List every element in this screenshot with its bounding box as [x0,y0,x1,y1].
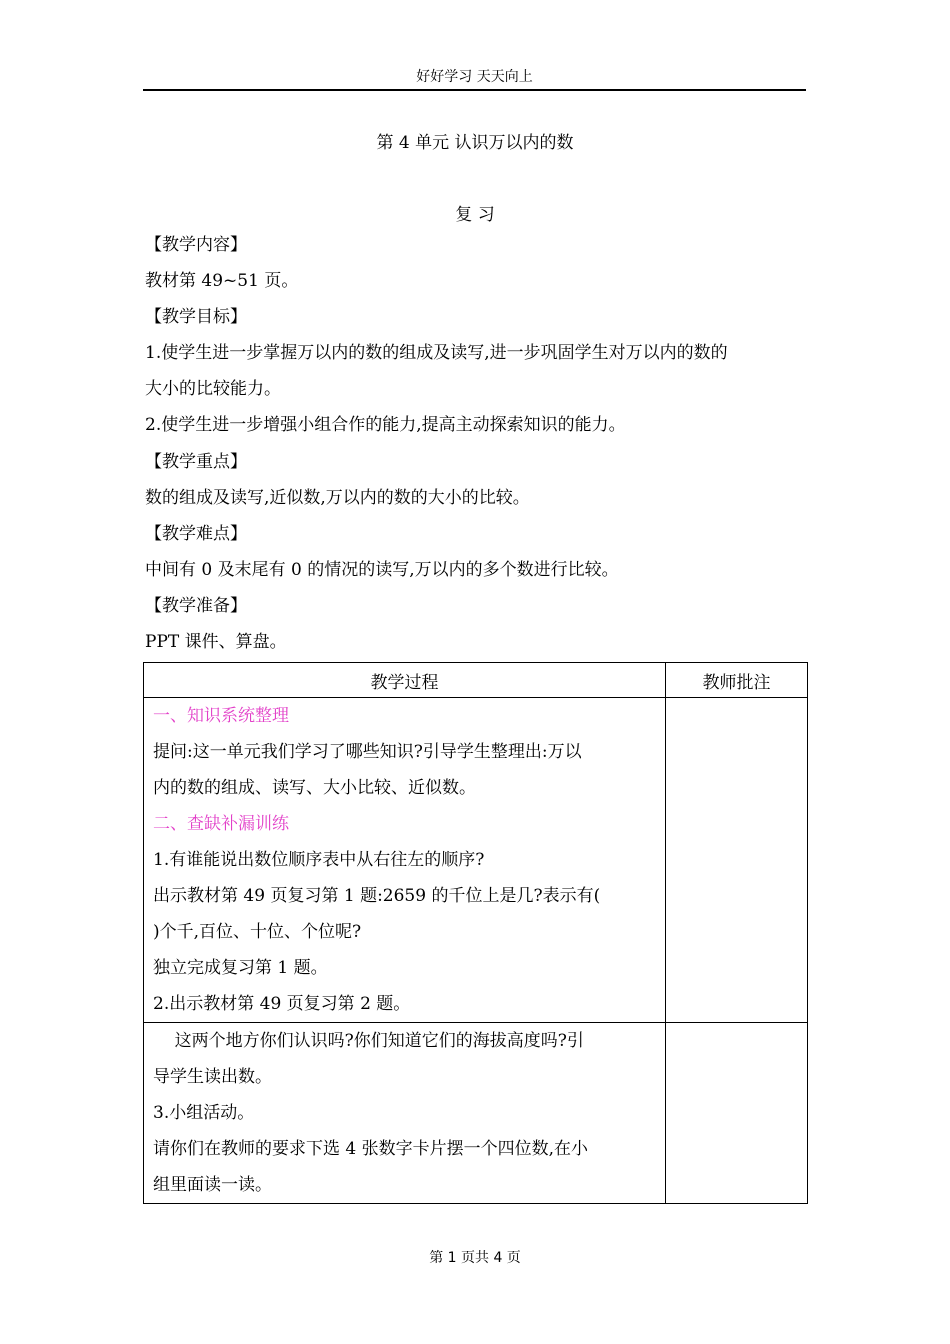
section-heading-difficulties: 【教学难点】 [145,524,247,544]
page-header: 好好学习 天天向上 [143,67,806,91]
process-block-2 [144,1023,665,1203]
process-line: 3.小组活动。 [153,1103,255,1123]
process-line: 这两个地方你们认识吗?你们知道它们的海拔高度吗?引 [153,1031,584,1051]
table-row [144,1023,808,1204]
section-heading-key-points: 【教学重点】 [145,452,247,472]
notes-cell-1 [666,698,808,1023]
process-line: 1.有谁能说出数位顺序表中从右往左的顺序? [153,850,485,870]
section-heading-preparation: 【教学准备】 [145,596,247,616]
section-subheading: 一、知识系统整理 [153,706,289,726]
table-row [144,698,808,1023]
process-cell-2 [144,1023,666,1204]
process-line: 2.出示教材第 49 页复习第 2 题。 [153,994,411,1014]
col-header-notes: 教师批注 [666,663,808,698]
process-line: 独立完成复习第 1 题。 [153,958,328,978]
process-block-1 [144,698,665,1022]
table-header-row [144,663,808,698]
lesson-title: 复 习 [455,205,495,225]
process-line: )个千,百位、十位、个位呢? [153,922,362,942]
process-line: 内的数的组成、读写、大小比较、近似数。 [153,778,476,798]
difficulties-text: 中间有 0 及末尾有 0 的情况的读写,万以内的多个数进行比较。 [145,560,619,580]
preparation-text: PPT 课件、算盘。 [145,632,287,652]
process-cell-1 [144,698,666,1023]
section-subheading: 二、查缺补漏训练 [153,814,289,834]
section-heading-content: 【教学内容】 [145,235,247,255]
goal-line-3: 2.使学生进一步增强小组合作的能力,提高主动探索知识的能力。 [145,415,626,435]
process-line: 提问:这一单元我们学习了哪些知识?引导学生整理出:万以 [153,742,582,762]
key-points-text: 数的组成及读写,近似数,万以内的数的大小的比较。 [145,488,530,508]
teaching-process-table [143,662,808,1204]
col-header-process: 教学过程 [144,663,666,698]
section-heading-goals: 【教学目标】 [145,307,247,327]
process-line: 导学生读出数。 [153,1067,272,1087]
notes-cell-2 [666,1023,808,1204]
goal-line-2: 大小的比较能力。 [145,379,281,399]
process-line: 出示教材第 49 页复习第 1 题:2659 的千位上是几?表示有( [153,886,601,906]
page-footer: 第 1 页共 4 页 [429,1250,521,1266]
unit-title: 第 4 单元 认识万以内的数 [376,133,574,153]
content-text: 教材第 49~51 页。 [145,271,299,291]
goal-line-1: 1.使学生进一步掌握万以内的数的组成及读写,进一步巩固学生对万以内的数的 [145,343,728,363]
process-line: 请你们在教师的要求下选 4 张数字卡片摆一个四位数,在小 [153,1139,589,1159]
process-line: 组里面读一读。 [153,1175,272,1195]
